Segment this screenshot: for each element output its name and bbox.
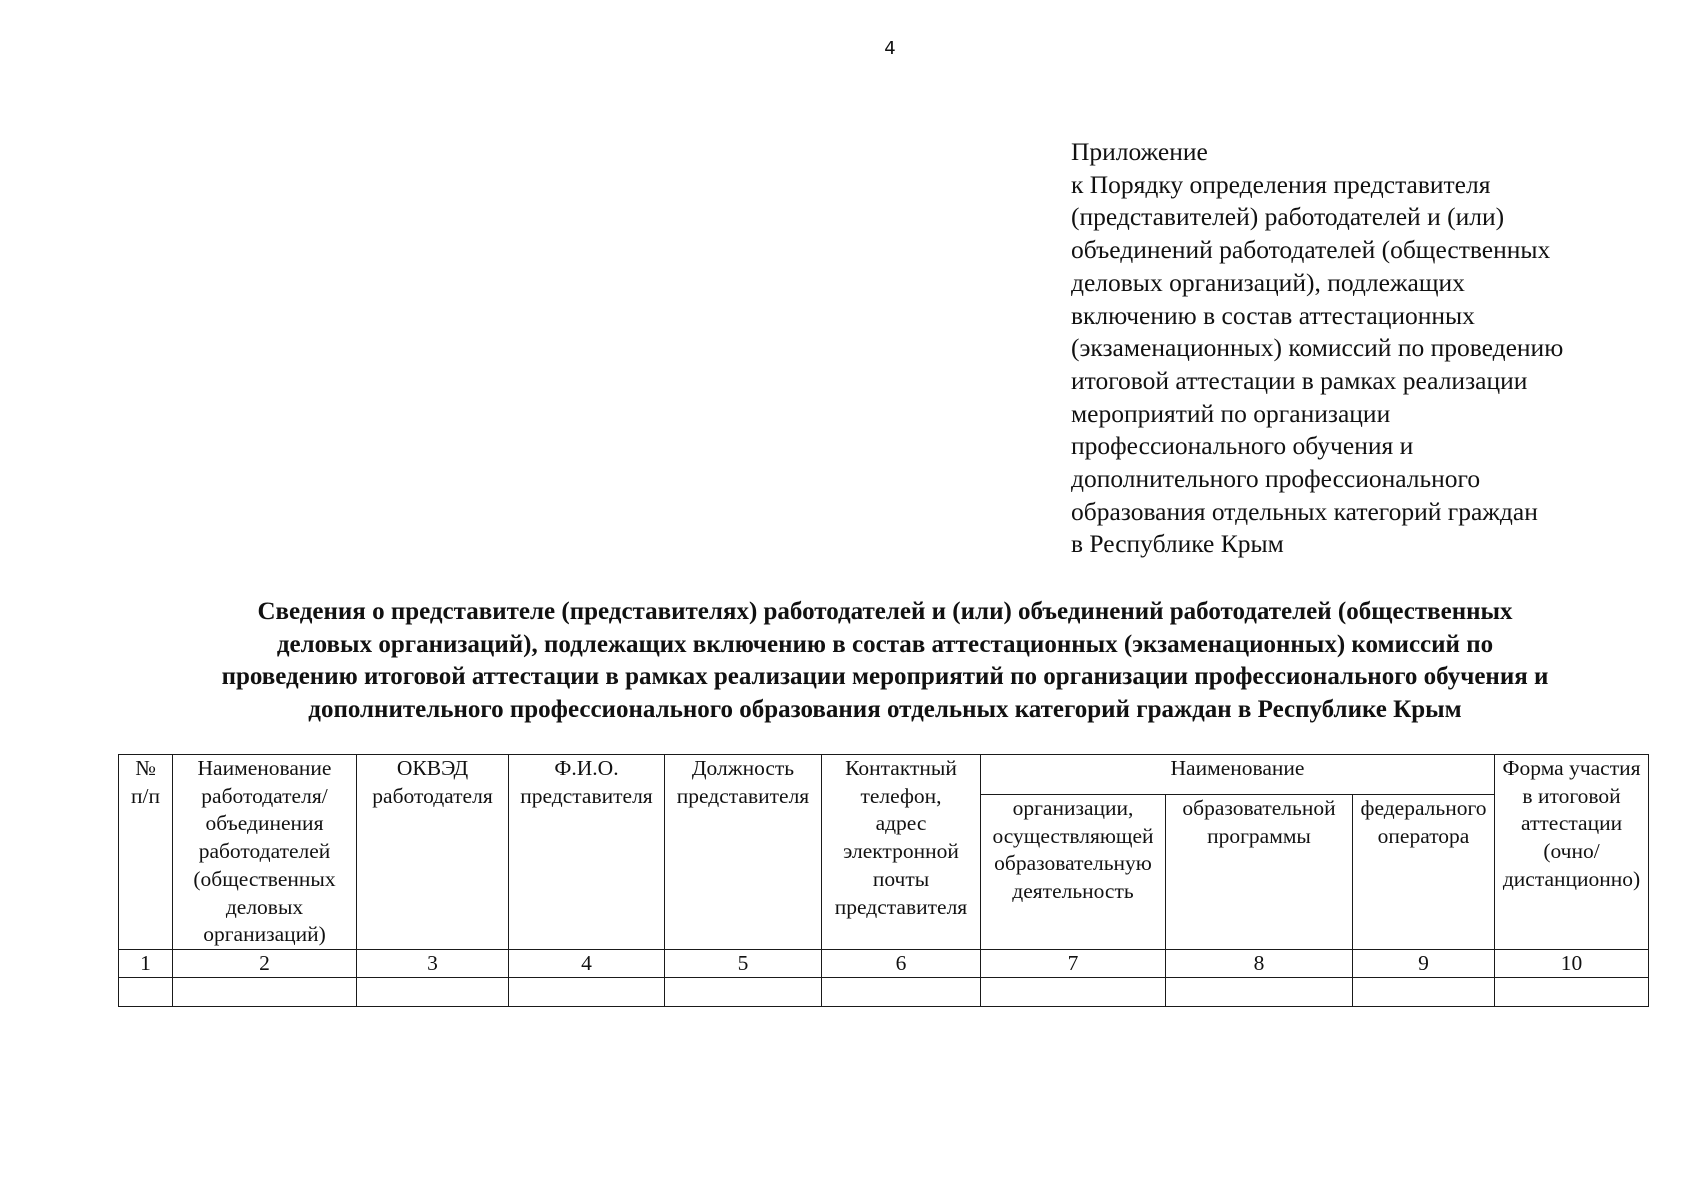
appendix-line: (представителей) работодателей и (или) bbox=[1071, 202, 1505, 232]
header-text: представителя bbox=[520, 783, 653, 808]
header-cell-program bbox=[1166, 794, 1353, 949]
header-cell-organization bbox=[981, 794, 1166, 949]
title-line: проведению итоговой аттестации в рамках реализации мероприятий по организации профессионального обучения и bbox=[221, 663, 1549, 690]
header-text: (общественных bbox=[193, 866, 336, 891]
header-text: федерального bbox=[1360, 795, 1487, 820]
header-text: Наименование bbox=[197, 756, 332, 780]
header-text: оператора bbox=[1377, 823, 1470, 848]
appendix-note bbox=[1071, 136, 1631, 561]
appendix-line: деловых организаций), подлежащих bbox=[1071, 267, 1465, 297]
empty-cell bbox=[665, 977, 822, 1006]
header-text: в итоговой bbox=[1522, 783, 1621, 808]
header-text: деятельность bbox=[1012, 878, 1134, 903]
appendix-line: Приложение bbox=[1071, 137, 1208, 166]
header-text: электронной bbox=[843, 839, 959, 864]
document-title bbox=[120, 596, 1650, 726]
empty-cell bbox=[1495, 977, 1649, 1006]
header-text: представителя bbox=[834, 894, 968, 919]
empty-cell bbox=[981, 977, 1166, 1006]
empty-cell bbox=[357, 977, 509, 1006]
header-cell-participation-form bbox=[1495, 755, 1649, 950]
appendix-line: дополнительного профессионального bbox=[1071, 464, 1481, 494]
header-text: почты bbox=[872, 866, 930, 891]
title-line: дополнительного профессионального образования отдельных категорий граждан в Республике Крым bbox=[308, 695, 1462, 723]
header-text: работодателя/ bbox=[201, 783, 328, 808]
header-text: п/п bbox=[131, 783, 160, 808]
appendix-line: профессионального обучения и bbox=[1071, 431, 1414, 461]
title-line: Сведения о представителе (представителях) работодателей и (или) объединений работодателей (общественных bbox=[257, 598, 1513, 625]
column-number: 5 bbox=[665, 949, 822, 977]
appendix-line: (экзаменационных) комиссий по проведению bbox=[1071, 333, 1564, 363]
header-cell-name-group bbox=[981, 755, 1495, 795]
header-text: аттестации bbox=[1520, 811, 1623, 836]
appendix-line: образования отдельных категорий граждан bbox=[1071, 496, 1538, 526]
header-cell-employer-name bbox=[173, 755, 357, 950]
column-number: 3 bbox=[357, 949, 509, 977]
header-cell-operator bbox=[1353, 794, 1495, 949]
appendix-line: в Республике Крым bbox=[1071, 529, 1284, 559]
empty-cell bbox=[119, 977, 173, 1006]
column-number: 4 bbox=[509, 949, 665, 977]
column-number: 10 bbox=[1495, 949, 1649, 977]
header-text: программы bbox=[1207, 823, 1311, 848]
header-text: № bbox=[135, 756, 156, 780]
column-number: 7 bbox=[981, 949, 1166, 977]
column-number: 9 bbox=[1353, 949, 1495, 977]
header-text: работодателей bbox=[198, 839, 331, 864]
header-cell-okved bbox=[357, 755, 509, 950]
column-number: 6 bbox=[822, 949, 981, 977]
header-text: телефон, bbox=[860, 783, 942, 808]
header-text: работодателя bbox=[372, 783, 493, 808]
empty-data-row bbox=[119, 977, 1649, 1006]
header-text: представителя bbox=[676, 783, 810, 808]
column-number: 1 bbox=[119, 949, 173, 977]
header-text: организации, bbox=[1012, 795, 1134, 820]
header-text: Должность bbox=[691, 756, 795, 780]
column-number-row bbox=[119, 949, 1649, 977]
header-cell-contacts bbox=[822, 755, 981, 950]
empty-cell bbox=[822, 977, 981, 1006]
appendix-line: включению в состав аттестационных bbox=[1071, 300, 1475, 330]
header-text: объединения bbox=[205, 811, 324, 836]
page-number: 4 bbox=[884, 38, 896, 59]
header-text: дистанционно) bbox=[1502, 866, 1641, 891]
appendix-line: объединений работодателей (общественных bbox=[1071, 235, 1551, 265]
column-number: 2 bbox=[173, 949, 357, 977]
header-text: образовательную bbox=[994, 851, 1152, 876]
header-cell-representative-name bbox=[509, 755, 665, 950]
header-cell-position bbox=[665, 755, 822, 950]
empty-cell bbox=[1353, 977, 1495, 1006]
header-text: адрес bbox=[875, 811, 927, 836]
appendix-line: итоговой аттестации в рамках реализации bbox=[1071, 365, 1528, 395]
representatives-table bbox=[118, 754, 1649, 1007]
empty-cell bbox=[509, 977, 665, 1006]
title-line: деловых организаций), подлежащих включению в состав аттестационных (экзаменационных) комиссий по bbox=[276, 630, 1494, 658]
header-text: осуществляющей bbox=[992, 823, 1154, 848]
header-text: (очно/ bbox=[1543, 839, 1600, 864]
appendix-line: мероприятий по организации bbox=[1071, 398, 1391, 428]
header-text: Контактный bbox=[845, 756, 957, 780]
header-text: Наименование bbox=[1170, 756, 1305, 780]
header-text: образовательной bbox=[1182, 795, 1336, 820]
header-text: Форма участия bbox=[1502, 756, 1641, 780]
appendix-line: к Порядку определения представителя bbox=[1071, 169, 1491, 199]
header-cell-number bbox=[119, 755, 173, 950]
header-row-top bbox=[119, 755, 1649, 795]
header-text: ОКВЭД bbox=[396, 756, 469, 780]
empty-cell bbox=[1166, 977, 1353, 1006]
column-number: 8 bbox=[1166, 949, 1353, 977]
header-text: Ф.И.О. bbox=[554, 756, 619, 780]
header-text: деловых bbox=[225, 894, 304, 919]
header-text: организаций) bbox=[203, 922, 326, 947]
empty-cell bbox=[173, 977, 357, 1006]
